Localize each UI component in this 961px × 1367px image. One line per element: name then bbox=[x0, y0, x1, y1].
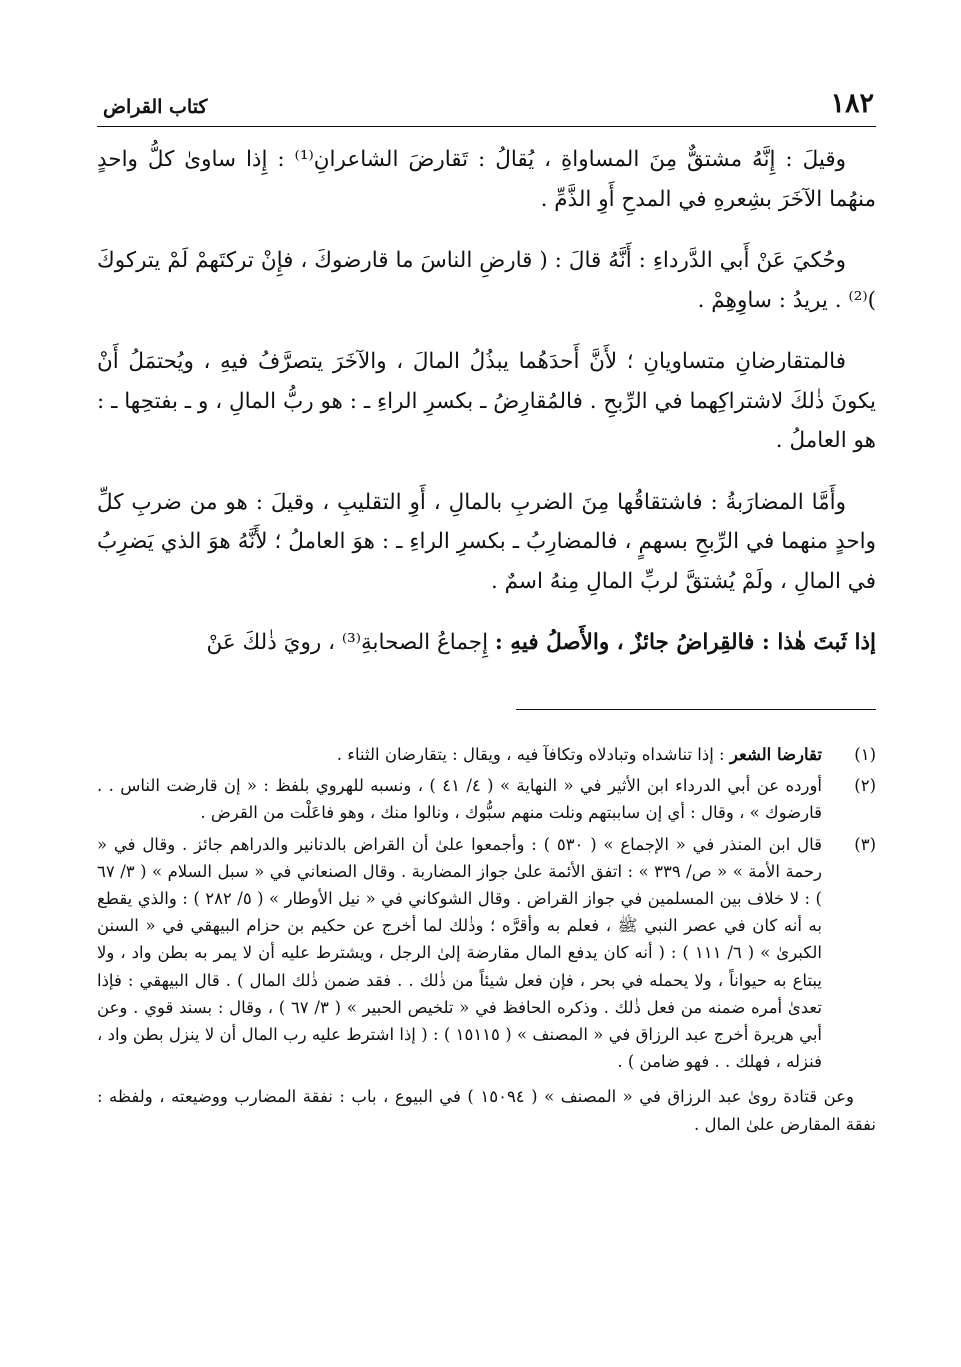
footnote-text: قال ابن المنذر في « الإجماع » ( ٥٣٠ ) : وأجمعوا علىٰ أن القراض بالدنانير والدراهم جائز . وقال في « رحمة الأمة » « ص/ ٣٣٩ » : اتفق الأئمة علىٰ جواز المضاربة . وقال الصنعاني في « سبل السلام » ( ٣/ ٦٧ ) : لا خلاف بين المسلمين في جواز القراض . وقال الشوكاني في « نيل الأوطار » ( ٥/ ٢٨٢ ) : والذي يقطع به أنه كان في عصر النبي ﷺ ، فعلم به وأقرَّه ؛ وذٰلك لما أخرج عن حكيم بن حزام البيهقي في « السنن الكبرىٰ » ( ٦/ ١١١ ) : ( أنه كان يدفع المال مقارضة إلىٰ الرجل ، ويشترط عليه أن لا يمر به بطن واد ، ولا يبتاع به حيواناً ، ولا يحمله في بحر ، فإن فعل شيئاً من ذٰلك . . فقد ضمن ذٰلك المال ) . قال البيهقي : فإذا تعدىٰ أمره ضمنه من فعل ذٰلك . وذكره الحافظ في « تلخيص الحبير » ( ٣/ ٦٧ ) ، وقال : بسند قوي . وعن أبي هريرة أخرج عبد الرزاق في « المصنف » ( ١٥١١٥ ) : ( إذا اشترط عليه رب المال أن لا ينزل بطن واد ، فنزله ، فهلك . . فهو ضامن ) . bbox=[97, 834, 823, 1072]
footnote-number: (١) bbox=[854, 745, 876, 764]
paragraph-1: وقيلَ : إِنَّهُ مشتقٌّ مِنَ المساواةِ ، يُقالُ : تَقارضَ الشاعرانِ⁽¹⁾ : إِذا ساوىٰ كلُّ واحدٍ منهُما الآخَرَ بشِعرهِ في المدحِ أَوِ الذَّمِّ . bbox=[97, 147, 876, 212]
footnote-text: : إذا تناشداه وتبادلاه وتكافآ فيه ، ويقال : يتقارضان الثناء . bbox=[336, 745, 730, 764]
main-text bbox=[97, 140, 876, 663]
footnote-2 bbox=[97, 772, 876, 826]
footnote-separator bbox=[516, 709, 876, 710]
footnote-continuation: وعن قتادة رویٰ عبد الرزاق في « المصنف » ( ١٥٠٩٤ ) في البيوع ، باب : نفقة المضارب ووضيعته ، ولفظه : نفقة المقارض علىٰ المال . bbox=[97, 1087, 876, 1134]
paragraph-5 bbox=[97, 623, 876, 663]
footnote-headword: تقارضا الشعر bbox=[729, 745, 822, 764]
page-number: ١٨٢ bbox=[830, 88, 874, 119]
footnotes bbox=[97, 741, 876, 1142]
paragraph-5-lead: إذا ثَبتَ هٰذا : فالقِراضُ جائزٌ ، والأَصلُ فيهِ : bbox=[494, 630, 876, 655]
paragraph-4: وأَمَّا المضارَبةُ : فاشتقاقُها مِنَ الضربِ بالمالِ ، أَوِ التقليبِ ، وقيلَ : هو من ضربِ كلِّ واحدٍ منهما في الرِّبحِ بسهمٍ ، فالمضارِبُ ـ بكسرِ الراءِ ـ : هوَ العاملُ ؛ لأَنَّهُ هوَ الذي يَضرِبُ في المالِ ، ولَمْ يُشتقَّ لربِّ المالِ مِنهُ اسمٌ . bbox=[97, 489, 876, 594]
footnote-number: (٣) bbox=[854, 834, 876, 854]
page-header bbox=[97, 88, 876, 127]
paragraph-5-rest: إِجماعُ الصحابةِ⁽³⁾ ، رويَ ذٰلكَ عَنْ bbox=[206, 630, 495, 655]
footnote-3 bbox=[97, 831, 876, 1076]
running-title: كتاب القراض bbox=[103, 96, 208, 118]
footnote-number: (٢) bbox=[854, 776, 876, 796]
footnote-1 bbox=[97, 741, 876, 768]
paragraph-2: وحُكيَ عَنْ أَبي الدَّرداءِ : أَنَّهُ قالَ : ( قارضِ الناسَ ما قارضوكَ ، فإِنْ تركتَهمْ لَمْ يتركوكَ )⁽²⁾ . يريدُ : ساوِهِمْ . bbox=[97, 248, 876, 313]
paragraph-3: فالمتقارضانِ متساويانِ ؛ لأَنَّ أَحدَهُما يبذُلُ المالَ ، والآخَرَ يتصرَّفُ فيهِ ، ويُحتمَلُ أَنْ يكونَ ذٰلكَ لاشتراكِهما في الرِّبحِ . فالمُقارِضُ ـ بكسرِ الراءِ ـ : هو ربُّ المالِ ، و ـ بفتحِها ـ : هو العاملُ . bbox=[97, 349, 876, 453]
footnote-text: أورده عن أبي الدرداء ابن الأثير في « النهاية » ( ٤/ ٤١ ) ، ونسبه للهروي بلفظ : « إن قارضت الناس . . قارضوك » ، وقال : أي إن ساببتهم ونلت منهم سبُّوك ، ونالوا منك ، وهو فاعَلْت من القرض . bbox=[97, 776, 822, 823]
